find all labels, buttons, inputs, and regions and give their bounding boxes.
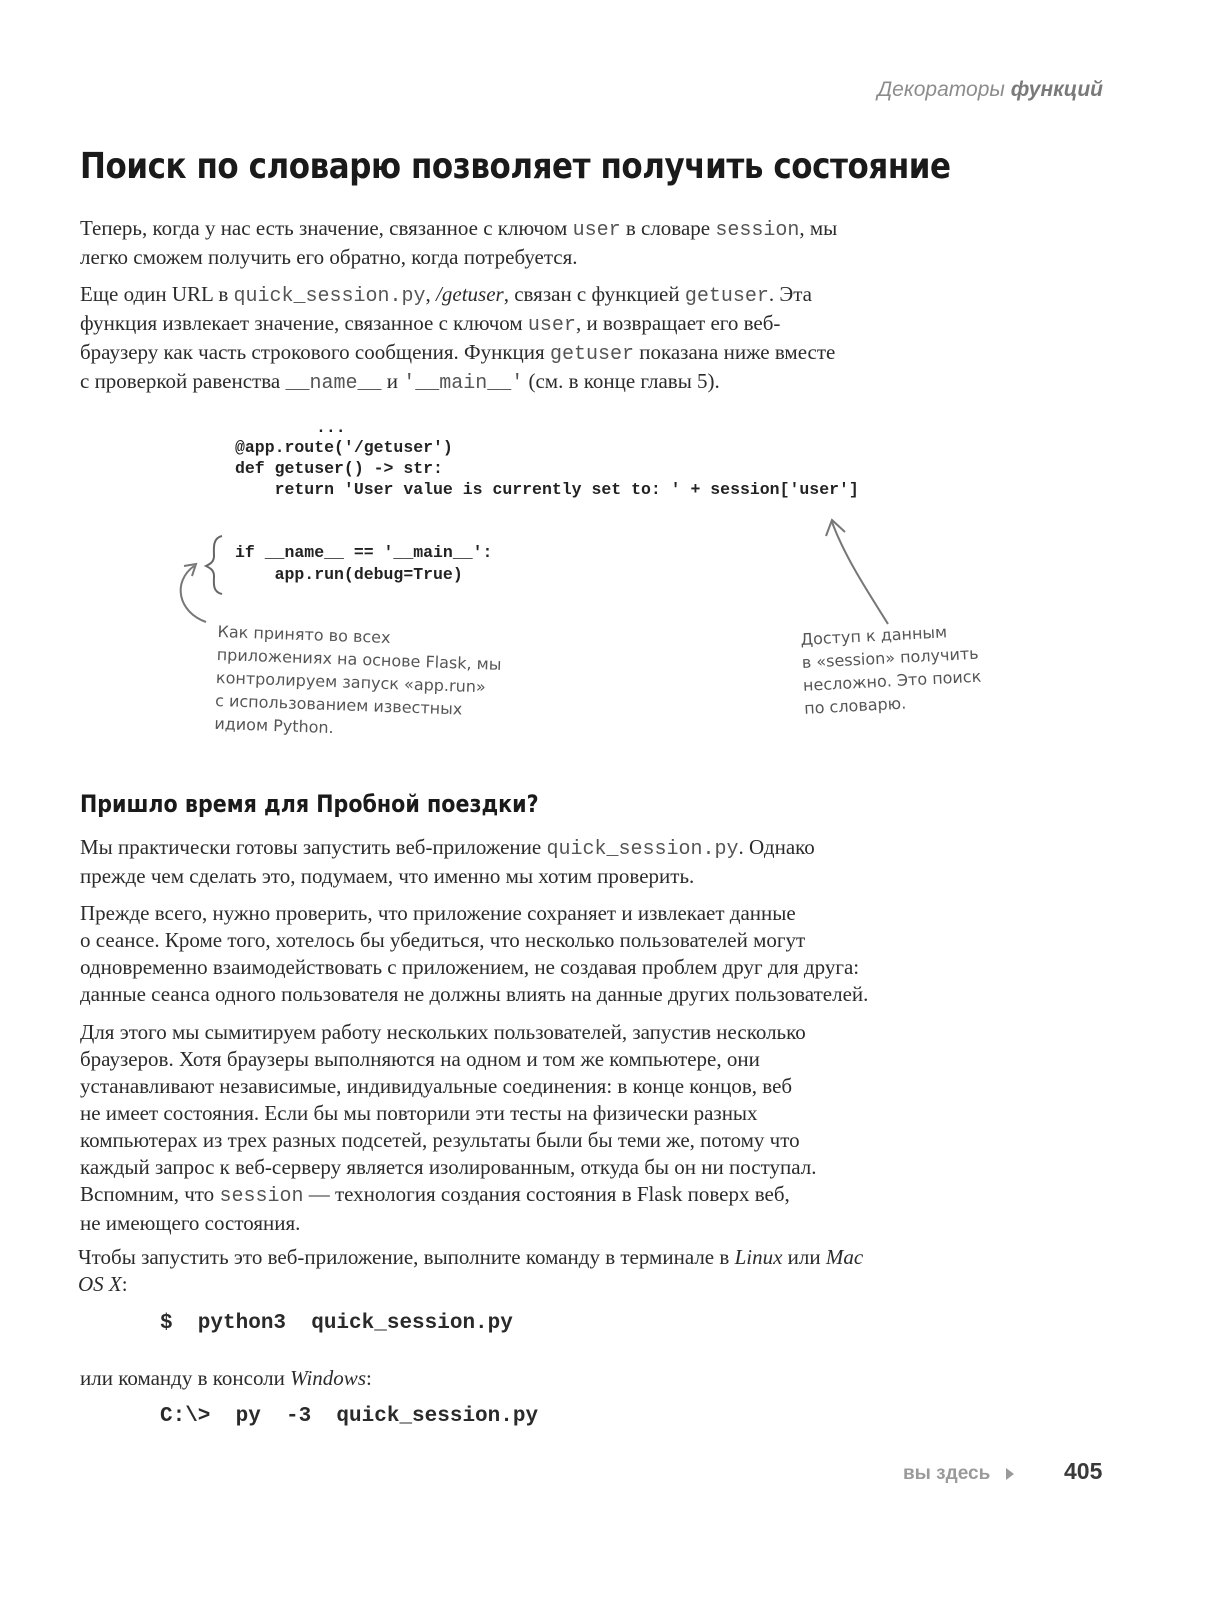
text-line [80,1365,1000,1392]
section-title-test-drive: Пришло время для Пробной поездки? [80,790,539,818]
note-app-run [214,620,503,745]
inline-code: '__main__' [403,372,524,395]
text-run: , мы [799,216,838,240]
running-head-light: Декораторы [877,78,1005,101]
brace-mark [206,536,222,594]
text-line: прежде чем сделать это, подумаем, что именно мы хотим проверить. [80,864,695,888]
text-run: : [121,1272,128,1296]
text-run: браузеру как часть строкового сообщения. Функция [80,340,550,364]
text-line: одновременно взаимодействовать с приложением, не создавая проблем друг для друга: [80,955,860,979]
code-line: if __name__ == '__main__': [235,543,493,562]
text-run: Вспомним, что [80,1182,220,1206]
text-run: : [366,1366,372,1390]
note-line: Как принято во всех [217,621,391,648]
code-line: def getuser() -> str: [235,459,443,478]
text-line: Прежде всего, нужно проверить, что приложение сохраняет и извлекает данные [80,901,796,925]
text-line [78,1271,998,1298]
italic-url: /getuser [436,282,504,306]
note-line: по словарю. [803,693,907,718]
note-session-lookup [800,619,983,720]
text-run: — технология создания состояния в Flask поверх веб, [303,1182,790,1206]
note-line: Доступ к данным [800,622,948,649]
note-line: несложно. Это поиск [802,666,982,695]
text-run: Чтобы запустить это веб-приложение, выполните команду в терминале в [78,1245,735,1269]
text-line: не имеющего состояния. [80,1211,301,1235]
code-line: app.run(debug=True) [235,565,463,584]
paragraph-windows [80,1365,1000,1392]
note-line: в «session» получить [801,643,980,672]
inline-code: quick_session.py [546,838,739,861]
italic-os: Windows [290,1366,366,1390]
inline-code: user [527,314,576,337]
text-line [80,1181,1000,1210]
inline-code: session [219,1185,304,1208]
note-line: с использованием известных [214,690,463,719]
inline-code: quick_session.py [233,285,426,308]
inline-code: __name__ [285,372,382,395]
text-run: , и возвращает его веб- [575,311,781,335]
right-arrow [832,522,888,624]
text-run: , связан с функцией [503,282,685,306]
running-head-bold: функций [1010,78,1103,101]
code-line: @app.route('/getuser') [235,438,453,457]
code-ellipsis: ... [316,418,346,437]
text-line: о сеансе. Кроме того, хотелось бы убедиться, что несколько пользователей могут [80,928,806,952]
text-line: легко сможем получить его обратно, когда потребуется. [80,245,578,269]
note-line: приложениях на основе Flask, мы [216,644,502,674]
text-run: . Эта [768,282,812,306]
note-line: идиом Python. [214,713,335,738]
paragraph-simulate-users [80,1019,1000,1237]
command-linux: $ python3 quick_session.py [160,1312,513,1335]
paragraph-ready [80,834,1000,890]
text-run: Еще один URL в [80,282,234,306]
right-arrowhead [826,520,845,536]
text-line: устанавливают независимые, индивидуальные соединения: в конце концов, веб [80,1074,793,1098]
page-number: 405 [1064,1458,1103,1484]
note-line: контролируем запуск «app.run» [215,667,487,697]
text-line: компьютерах из трех разных подсетей, результаты были бы теми же, потому что [80,1128,800,1152]
italic-os: OS X [78,1272,122,1296]
text-run: показана ниже вместе [633,340,836,364]
text-line [78,1244,998,1271]
text-run: (см. в конце главы 5). [523,369,720,393]
text-line: каждый запрос к веб-серверу является изолированным, откуда бы он ни поступал. [80,1155,817,1179]
inline-code: user [572,219,621,242]
inline-code: session [715,219,800,242]
inline-code: getuser [549,343,634,366]
text-line: не имеет состояния. Если бы мы повторили эти тесты на физически разных [80,1101,758,1125]
code-line: return 'User value is currently set to: ' + session['user'] [235,480,859,499]
footer-you-are-here: вы здесь [903,1463,991,1484]
text-line: данные сеанса одного пользователя не должны влиять на данные других пользователей. [80,982,869,1006]
inline-code: getuser [684,285,769,308]
text-line: браузеров. Хотя браузеры выполняются на одном и том же компьютере, они [80,1047,760,1071]
italic-os: Linux [734,1245,783,1269]
text-run: или [782,1245,826,1269]
text-run: функция извлекает значение, связанное с ключом [80,311,528,335]
text-run: Теперь, когда у нас есть значение, связанное с ключом [80,216,573,240]
italic-os: Mac [825,1245,864,1269]
triangle-right-icon [1006,1468,1014,1480]
text-run: , [425,282,437,306]
text-run: в словаре [620,216,716,240]
text-run: . Однако [738,835,815,859]
paragraph-what-to-check [80,900,1000,1008]
text-run: Мы практически готовы запустить веб-приложение [80,835,547,859]
text-line [80,834,1000,863]
text-run: и [381,369,404,393]
command-windows: C:\> py -3 quick_session.py [160,1405,539,1428]
paragraph-run-instructions [78,1244,998,1298]
text-run: или команду в консоли [80,1366,291,1390]
section-title-dictionary-lookup: Поиск по словарю позволяет получить состояние [80,146,951,187]
text-line: Для этого мы сымитируем работу нескольких пользователей, запустив несколько [80,1020,806,1044]
text-run: с проверкой равенства [80,369,286,393]
